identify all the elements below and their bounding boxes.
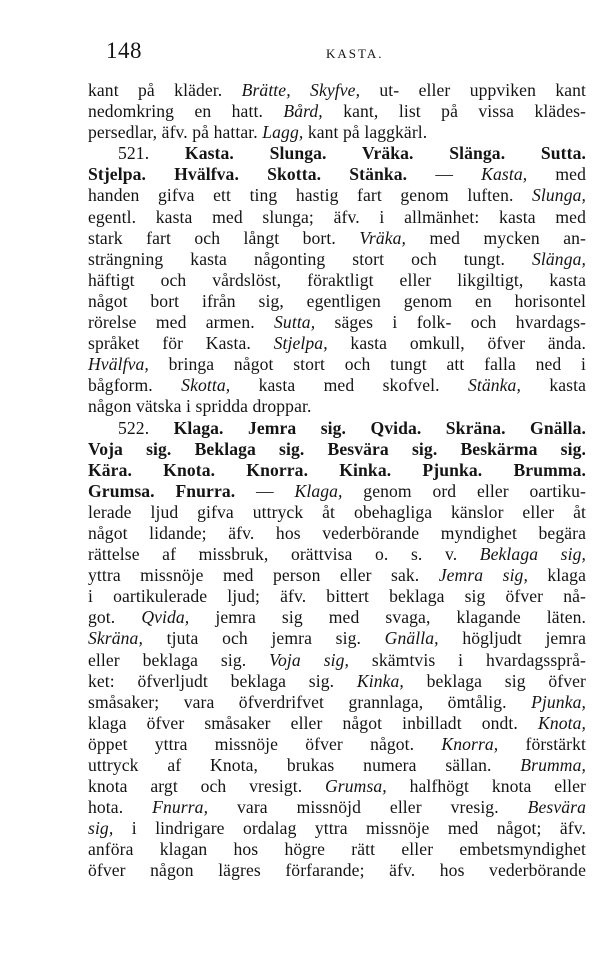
headword-italic: Kinka, — [356, 670, 404, 691]
text-segment: tjuta och jemra sig. — [142, 628, 385, 649]
headword-italic: Fnurra, — [152, 797, 209, 818]
text-segment: — — [407, 164, 482, 185]
text-segment: kasta omkull, öfver ända. — [327, 333, 587, 354]
headword-italic: Sutta, — [274, 312, 316, 333]
text-segment: strängning kasta någonting stort och tungt. — [88, 248, 533, 269]
text-segment: egentl. kasta med slunga; äfv. i allmänhet: kasta med — [88, 206, 586, 227]
text-segment: stark fart och långt bort. — [88, 227, 360, 248]
text-line — [88, 713, 586, 734]
text-segment: yttra missnöje med person eller sak. — [88, 565, 439, 586]
text-segment: öfver någon lägres förfarande; äfv. hos vederbörande — [88, 860, 586, 881]
text-segment: 521. — [118, 143, 185, 164]
text-line — [88, 122, 586, 143]
body-text — [88, 80, 586, 882]
text-line — [88, 460, 586, 481]
headword-bold: Kära. Knota. Knorra. Kinka. Pjunka. Brumma. — [88, 459, 586, 480]
headword-italic: Skräna, — [88, 628, 143, 649]
text-segment: med — [527, 164, 586, 185]
text-line — [88, 860, 586, 881]
text-segment: högljudt jemra — [438, 628, 586, 649]
text-segment: något bort ifrån sig, egentligen genom en horisontel — [88, 290, 586, 311]
text-segment: någon vätska i spridda droppar. — [88, 396, 312, 417]
text-segment: språket för Kasta. — [88, 333, 274, 354]
text-segment: förstärkt — [498, 733, 586, 754]
headword-italic: Lagg, — [262, 122, 304, 143]
page-header — [86, 38, 586, 68]
page-number: 148 — [106, 38, 142, 63]
text-segment: 522. — [118, 417, 174, 438]
headword-italic: Voja sig, — [269, 649, 350, 670]
text-line — [88, 101, 586, 122]
text-line — [88, 607, 586, 628]
headword-italic: Pjunka, — [531, 691, 586, 712]
text-line — [88, 270, 586, 291]
text-segment: säges i folk- och hvardags- — [315, 312, 586, 333]
text-segment: något lidande; äfv. hos vederbörande myndighet begära — [88, 522, 586, 543]
text-line — [88, 375, 586, 396]
headword-italic: Hvälfva, — [88, 354, 149, 375]
text-line — [88, 776, 586, 797]
headword-italic: Bård, — [283, 101, 323, 122]
headword-italic: Jemra sig, — [438, 565, 528, 586]
text-segment: anföra klagan hos högre rätt eller embetsmyndighet — [88, 839, 586, 860]
headword-bold: Kasta. Slunga. Vräka. Slänga. Sutta. — [184, 143, 586, 164]
text-line — [88, 185, 586, 206]
text-line — [88, 312, 586, 333]
headword-bold: Voja sig. Beklaga sig. Besvära sig. Beskärma sig. — [88, 438, 586, 459]
text-segment: i oartikulerade ljud; äfv. bittert beklaga sig öfver nå- — [88, 586, 586, 607]
text-segment: knota argt och vresigt. — [88, 776, 325, 797]
text-line — [88, 544, 586, 565]
text-segment: handen gifva ett ting hastig fart genom luften. — [88, 185, 533, 206]
text-segment: genom ord eller oartiku- — [342, 480, 586, 501]
text-line — [88, 354, 586, 375]
text-line — [88, 755, 586, 776]
text-segment: kasta — [520, 375, 586, 396]
text-segment: kant på kläder. — [88, 80, 242, 100]
text-line — [88, 396, 586, 417]
text-line — [88, 481, 586, 502]
headword-bold: Grumsa. Fnurra. — [88, 480, 236, 501]
text-segment: småsaker; vara öfverdrifvet grannlaga, ömtålig. — [88, 691, 532, 712]
text-segment: rättelse af missbruk, orättvisa o. s. v. — [88, 544, 480, 565]
text-line — [88, 164, 586, 185]
text-segment: jemra sig med svaga, klagande läten. — [189, 607, 586, 628]
headword-bold: Klaga. Jemra sig. Qvida. Skräna. Gnälla. — [173, 417, 586, 438]
headword-italic: Knorra, — [441, 733, 499, 754]
headword-italic: Brumma, — [520, 755, 586, 775]
text-segment: klaga — [527, 565, 586, 586]
text-segment: kant, list på vissa klädes- — [322, 101, 587, 122]
text-segment: bågform. — [88, 375, 182, 396]
headword-italic: sig, — [88, 818, 114, 839]
text-segment: vara missnöjd eller vresig. — [208, 797, 528, 818]
text-segment: öppet yttra missnöje öfver något. — [88, 733, 442, 754]
text-segment: eller beklaga sig. — [88, 649, 270, 670]
headword-italic: Qvida, — [141, 607, 190, 628]
headword-italic: Slänga, — [532, 248, 586, 269]
headword-italic: Besvära — [527, 797, 586, 818]
headword-italic: Stjelpa, — [273, 333, 328, 354]
text-line — [88, 671, 586, 692]
text-line — [88, 692, 586, 713]
text-segment: ut- eller uppviken kant — [360, 80, 587, 100]
headword-italic: Grumsa, — [325, 776, 387, 797]
text-line — [88, 228, 586, 249]
text-line — [88, 143, 586, 164]
text-segment: rörelse med armen. — [88, 312, 275, 333]
text-line — [88, 333, 586, 354]
text-line — [88, 818, 586, 839]
text-segment: häftigt och vårdslöst, föraktligt eller likgiltigt, kasta — [88, 269, 586, 290]
headword-italic: Slunga, — [532, 185, 586, 206]
running-head: KASTA. — [326, 46, 384, 61]
text-line — [88, 502, 586, 523]
text-segment: beklaga sig öfver — [403, 670, 586, 691]
headword-bold: Stjelpa. Hvälfva. Skotta. Stänka. — [88, 164, 408, 185]
headword-italic: Brätte, Skyfve, — [241, 80, 361, 100]
text-line — [88, 734, 586, 755]
text-line — [88, 207, 586, 228]
text-line — [88, 565, 586, 586]
headword-italic: Stänka, — [467, 375, 521, 396]
text-line — [88, 523, 586, 544]
headword-italic: Vräka, — [359, 227, 407, 248]
text-segment: lerade ljud gifva uttryck åt obehagliga känslor eller åt — [88, 501, 586, 522]
text-line — [88, 80, 586, 101]
headword-italic: Knota, — [537, 712, 586, 733]
text-segment: i lindrigare ordalag yttra missnöje med något; äfv. — [113, 818, 586, 839]
text-line — [88, 628, 586, 649]
text-segment: — — [235, 480, 295, 501]
text-line — [88, 291, 586, 312]
text-segment: got. — [88, 607, 142, 628]
text-segment: klaga öfver småsaker eller något inbilladt ondt. — [88, 712, 538, 733]
text-segment: persedlar, äfv. på hattar. — [88, 122, 263, 143]
headword-italic: Klaga, — [294, 480, 343, 501]
text-segment: uttryck af Knota, brukas numera sällan. — [88, 755, 521, 775]
text-segment: hota. — [88, 797, 153, 818]
text-line — [88, 797, 586, 818]
text-segment: nedomkring en hatt. — [88, 101, 284, 122]
text-line — [88, 439, 586, 460]
text-segment: skämtvis i hvardagssprå- — [349, 649, 586, 670]
text-line — [88, 586, 586, 607]
text-segment: kant på laggkärl. — [303, 122, 428, 143]
text-segment: halfhögt knota eller — [386, 776, 586, 797]
headword-italic: Kasta, — [481, 164, 528, 185]
text-segment: ket: öfverljudt beklaga sig. — [88, 670, 357, 691]
headword-italic: Gnälla, — [384, 628, 439, 649]
text-line — [88, 249, 586, 270]
text-line — [88, 839, 586, 860]
text-line — [88, 650, 586, 671]
headword-italic: Beklaga sig, — [479, 544, 586, 565]
headword-italic: Skotta, — [181, 375, 231, 396]
text-segment: med mycken an- — [406, 227, 586, 248]
text-segment: bringa något stort och tungt att falla ned i — [148, 354, 586, 375]
text-segment: kasta med skofvel. — [230, 375, 468, 396]
text-line — [88, 418, 586, 439]
